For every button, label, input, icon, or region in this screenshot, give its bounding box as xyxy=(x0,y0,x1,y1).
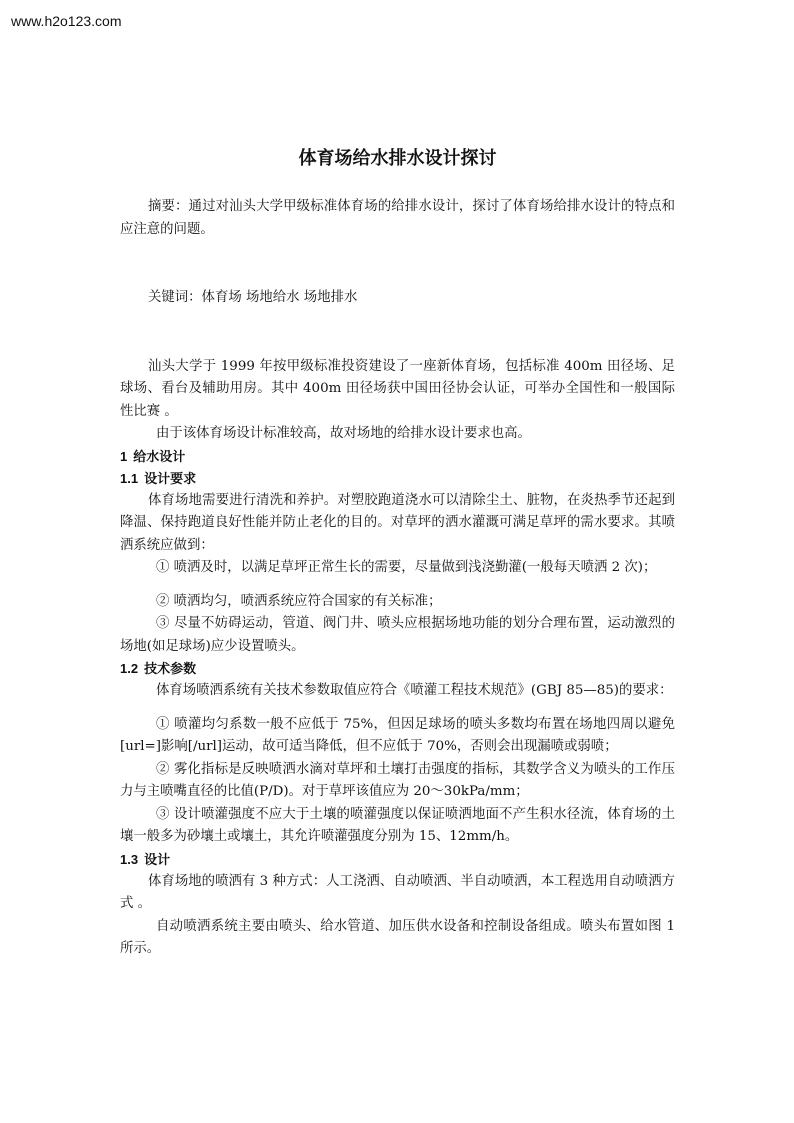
section-title: 设计要求 xyxy=(144,470,197,486)
section-1-3-heading xyxy=(120,849,675,871)
intro-paragraph-2: 由于该体育场设计标准较高，故对场地的给排水设计要求也高。 xyxy=(156,426,531,441)
watermark-url: www.h2o123.com xyxy=(11,13,122,29)
section-number: 1.1 xyxy=(120,470,139,486)
spacer xyxy=(120,703,675,714)
section-1-2-heading xyxy=(120,658,675,680)
section-number: 1.2 xyxy=(120,661,139,676)
section-title: 设计 xyxy=(144,851,171,867)
section-1-1-heading xyxy=(120,468,675,490)
list-item: ② 雾化指标是反映喷洒水滴对草坪和土壤打击强度的指标，其数学含义为喷头的工作压力与主喷嘴直径的比值(P/D)。对于草坪该值应为 20～30kPa/mm； xyxy=(120,761,675,799)
document-body xyxy=(120,146,675,961)
list-item: ① 喷洒及时，以满足草坪正常生长的需要，尽量做到浅浇勤灌(一般每天喷洒 2 次)； xyxy=(156,560,657,575)
list-item: ② 喷洒均匀，喷洒系统应符合国家的有关标准； xyxy=(156,593,442,609)
section-1-1-paragraph: 体育场地需要进行清洗和养护。对塑胶跑道浇水可以清除尘土、脏物，在炎热季节还起到降温、保持跑道良好性能并防止老化的目的。对草坪的洒水灌溉可满足草坪的需水要求。其喷洒系统应做到： xyxy=(120,492,675,553)
section-number: 1 xyxy=(120,448,128,464)
section-number: 1.3 xyxy=(120,851,139,867)
intro-paragraph-1: 汕头大学于 1999 年按甲级标准投资建设了一座新体育场，包括标准 400m 田径场、足球场、看台及辅助用房。其中 400m 田径场获中国田径协会认证，可举办全国性和一般国际性比赛 。 xyxy=(120,358,675,419)
list-item: ③ 尽量不妨碍运动，管道、阀门井、喷头应根据场地功能的划分合理布置，运动激烈的场地(如足球场)应少设置喷头。 xyxy=(120,616,675,654)
section-1-2-paragraph: 体育场喷洒系统有关技术参数取值应符合《喷灌工程技术规范》(GBJ 85—85)的要求： xyxy=(156,683,673,698)
section-1-3-paragraph-2: 自动喷洒系统主要由喷头、给水管道、加压供水设备和控制设备组成。喷头布置如图 1 所示。 xyxy=(120,918,675,956)
list-item: ① 喷灌均匀系数一般不应低于 75%，但因足球场的喷头多数均布置在场地四周以避免[url=]影响[/url]运动，故可适当降低，但不应低于 70%，否则会出现漏喷或弱喷； xyxy=(120,716,675,754)
spacer xyxy=(120,580,675,591)
section-title: 技术参数 xyxy=(144,661,197,676)
keywords: 关键词：体育场 场地给水 场地排水 xyxy=(148,290,358,305)
section-title: 给水设计 xyxy=(133,448,186,464)
section-1-heading xyxy=(120,446,675,468)
list-item: ③ 设计喷灌强度不应大于土壤的喷灌强度以保证喷洒地面不产生积水径流，体育场的土壤一般多为砂壤土或壤土，其允许喷灌强度分别为 15、12mm/h。 xyxy=(120,806,675,844)
abstract: 摘要：通过对汕头大学甲级标准体育场的给排水设计，探讨了体育场给排水设计的特点和应注意的问题。 xyxy=(120,199,675,237)
page-title: 体育场给水排水设计探讨 xyxy=(298,148,497,169)
section-1-3-paragraph-1: 体育场地的喷洒有 3 种方式：人工浇洒、自动喷洒、半自动喷洒，本工程选用自动喷洒方式 。 xyxy=(120,873,675,911)
